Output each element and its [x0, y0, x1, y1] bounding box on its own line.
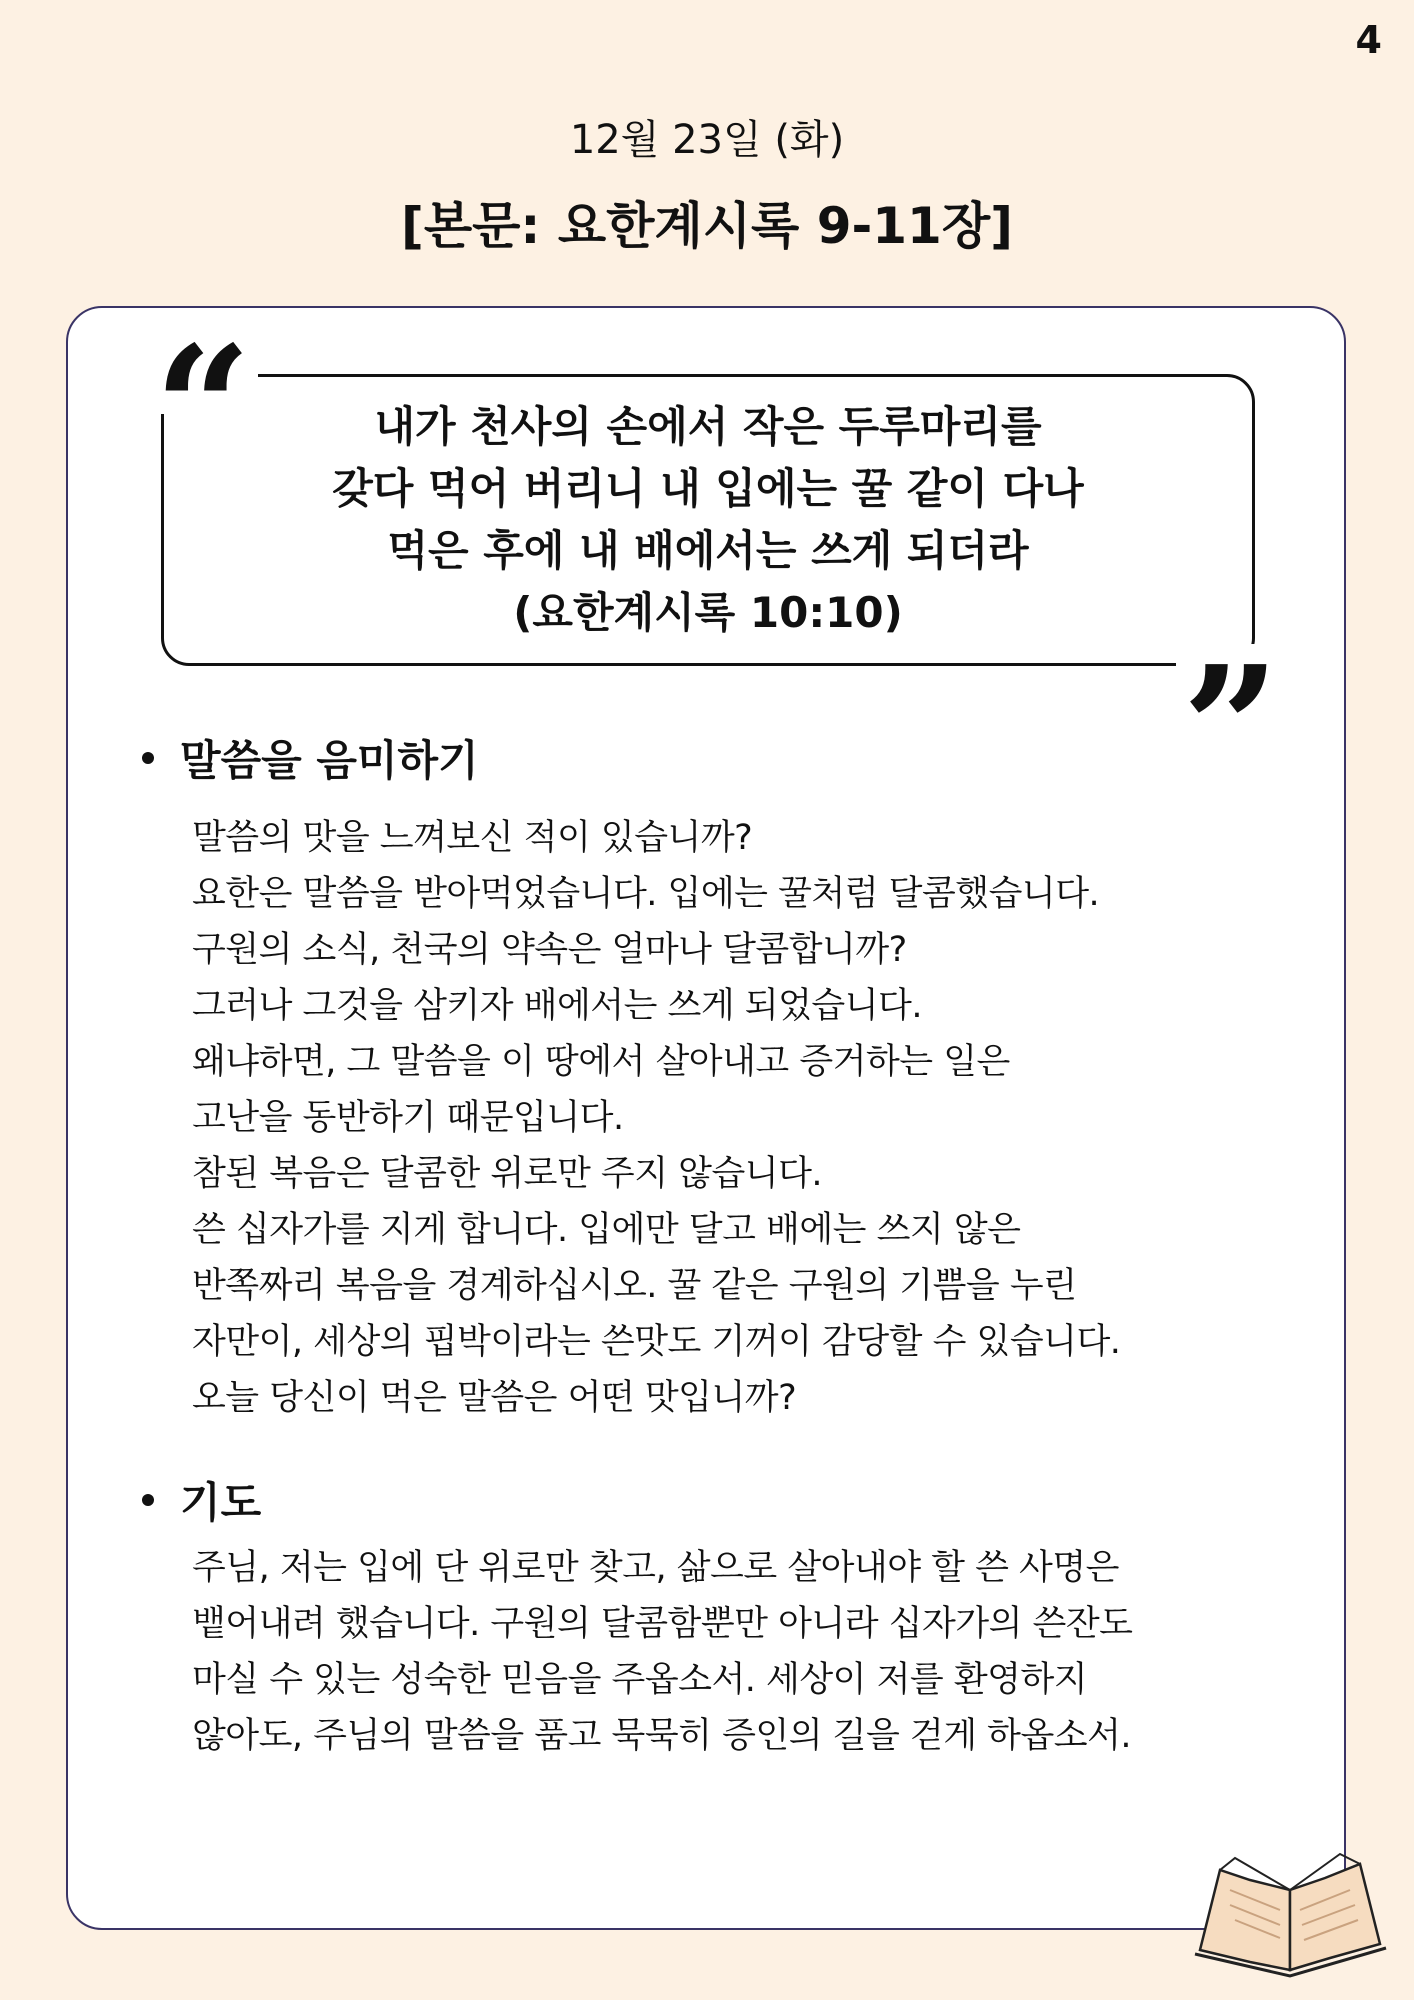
meditation-line: 구원의 소식, 천국의 약속은 얼마나 달콤합니까?	[192, 930, 907, 970]
quote-line: 먹은 후에 내 배에서는 쓰게 되더라	[387, 526, 1029, 575]
meditation-line: 말씀의 맛을 느껴보신 적이 있습니까?	[192, 818, 753, 858]
prayer-line: 뱉어내려 했습니다. 구원의 달콤함뿐만 아니라 십자가의 쓴잔도	[192, 1604, 1133, 1644]
meditation-heading-text: 말씀을 음미하기	[180, 736, 479, 785]
meditation-line: 오늘 당신이 먹은 말씀은 어떤 맛입니까?	[192, 1378, 797, 1418]
page-number: 4	[1355, 18, 1382, 62]
meditation-line: 그러나 그것을 삼키자 배에서는 쓰게 되었습니다.	[192, 986, 922, 1026]
meditation-line: 반쪽짜리 복음을 경계하십시오. 꿀 같은 구원의 기쁨을 누린	[192, 1266, 1077, 1306]
meditation-heading	[142, 728, 479, 788]
quote-line: 갖다 먹어 버리니 내 입에는 꿀 같이 다나	[332, 464, 1084, 513]
meditation-line: 쓴 십자가를 지게 합니다. 입에만 달고 배에는 쓰지 않은	[192, 1210, 1021, 1250]
bullet-icon	[142, 1494, 154, 1506]
meditation-line: 자만이, 세상의 핍박이라는 쓴맛도 기꺼이 감당할 수 있습니다.	[192, 1322, 1121, 1362]
prayer-heading-text: 기도	[180, 1478, 262, 1527]
prayer-line: 마실 수 있는 성숙한 믿음을 주옵소서. 세상이 저를 환영하지	[192, 1660, 1088, 1700]
meditation-line: 참된 복음은 달콤한 위로만 주지 않습니다.	[192, 1154, 823, 1194]
prayer-body	[192, 1540, 1292, 1764]
date-heading: 12월 23일 (화)	[569, 117, 845, 163]
passage-title: [본문: 요한계시록 9-11장]	[400, 197, 1014, 255]
devotional-card	[66, 306, 1346, 1930]
meditation-body	[192, 810, 1292, 1426]
meditation-line: 왜냐하면, 그 말씀을 이 땅에서 살아내고 증거하는 일은	[192, 1042, 1010, 1082]
open-book-icon	[1190, 1850, 1390, 1984]
prayer-heading	[142, 1470, 261, 1530]
meditation-line: 요한은 말씀을 받아먹었습니다. 입에는 꿀처럼 달콤했습니다.	[192, 874, 1100, 914]
open-quote-icon: “	[148, 324, 258, 414]
quote-reference: (요한계시록 10:10)	[513, 588, 903, 637]
close-quote-icon: ”	[1176, 644, 1286, 734]
quote-box	[161, 374, 1255, 666]
prayer-line: 주님, 저는 입에 단 위로만 찾고, 삶으로 살아내야 할 쓴 사명은	[192, 1548, 1119, 1588]
quote-line: 내가 천사의 손에서 작은 두루마리를	[374, 402, 1042, 451]
bullet-icon	[142, 752, 154, 764]
meditation-line: 고난을 동반하기 때문입니다.	[192, 1098, 624, 1138]
prayer-line: 않아도, 주님의 말씀을 품고 묵묵히 증인의 길을 걷게 하옵소서.	[192, 1716, 1132, 1756]
